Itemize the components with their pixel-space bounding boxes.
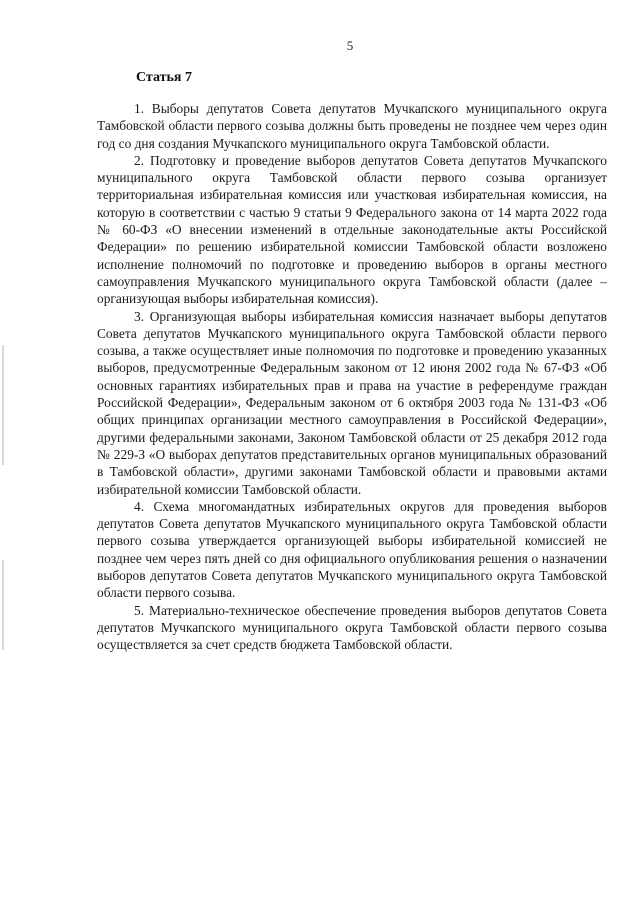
article-title: Статья 7: [136, 70, 192, 85]
paragraph-2: 2. Подготовку и проведение выборов депутатов Совета депутатов Мучкапского муниципального округа Тамбовской области первого созыва организует территориальная избирательная комиссия или участковая избирательная комиссия, на которую в соответствии с частью 9 статьи 9 Федерального закона от 14 марта 2022 года № 60-ФЗ «О внесении изменений в отдельные законодательные акты Российской Федерации» по решению избирательной комиссии Тамбовской области возложено исполнение полномочий по подготовке и проведению выборов в органы местного самоуправления Мучкапского муниципального округа Тамбовской области (далее – организующая выборы избирательная комиссия).: [97, 152, 607, 307]
page-number: 5: [346, 38, 354, 53]
paragraph-1: 1. Выборы депутатов Совета депутатов Мучкапского муниципального округа Тамбовской области первого созыва должны быть проведены не позднее чем через один год со дня создания Мучкапского муниципального округа Тамбовской области.: [97, 101, 607, 151]
article-body: [97, 100, 607, 654]
paragraph-4: 4. Схема многомандатных избирательных округов для проведения выборов депутатов Совета депутатов Мучкапского муниципального округа Тамбовской области первого созыва утверждается организующей выборы избирательной комиссией не позднее чем через пять дней со дня официального опубликования решения о назначении выборов депутатов Совета депутатов Мучкапского муниципального округа Тамбовской области первого созыва.: [97, 498, 607, 601]
paragraph-3: 3. Организующая выборы избирательная комиссия назначает выборы депутатов Совета депутатов Мучкапского муниципального округа Тамбовской области первого созыва, а также осуществляет иные полномочия по подготовке и проведению указанных выборов, предусмотренные Федеральным законом от 12 июня 2002 года № 67-ФЗ «Об основных гарантиях избирательных прав и права на участие в референдуме граждан Российской Федерации», Федеральным законом от 6 октября 2003 года № 131-ФЗ «Об общих принципах организации местного самоуправления в Российской Федерации», другими федеральными законами, Законом Тамбовской области от 25 декабря 2012 года № 229-З «О выборах депутатов представительных органов муниципальных образований в Тамбовской области», другими законами Тамбовской области и правовыми актами избирательной комиссии Тамбовской области.: [97, 308, 607, 497]
scan-edge-mark: [2, 560, 4, 650]
scan-edge-mark: [2, 345, 4, 465]
paragraph-5: 5. Материально-техническое обеспечение проведения выборов депутатов Совета депутатов Мучкапского муниципального округа Тамбовской области первого созыва осуществляется за счет средств бюджета Тамбовской области.: [97, 602, 607, 653]
